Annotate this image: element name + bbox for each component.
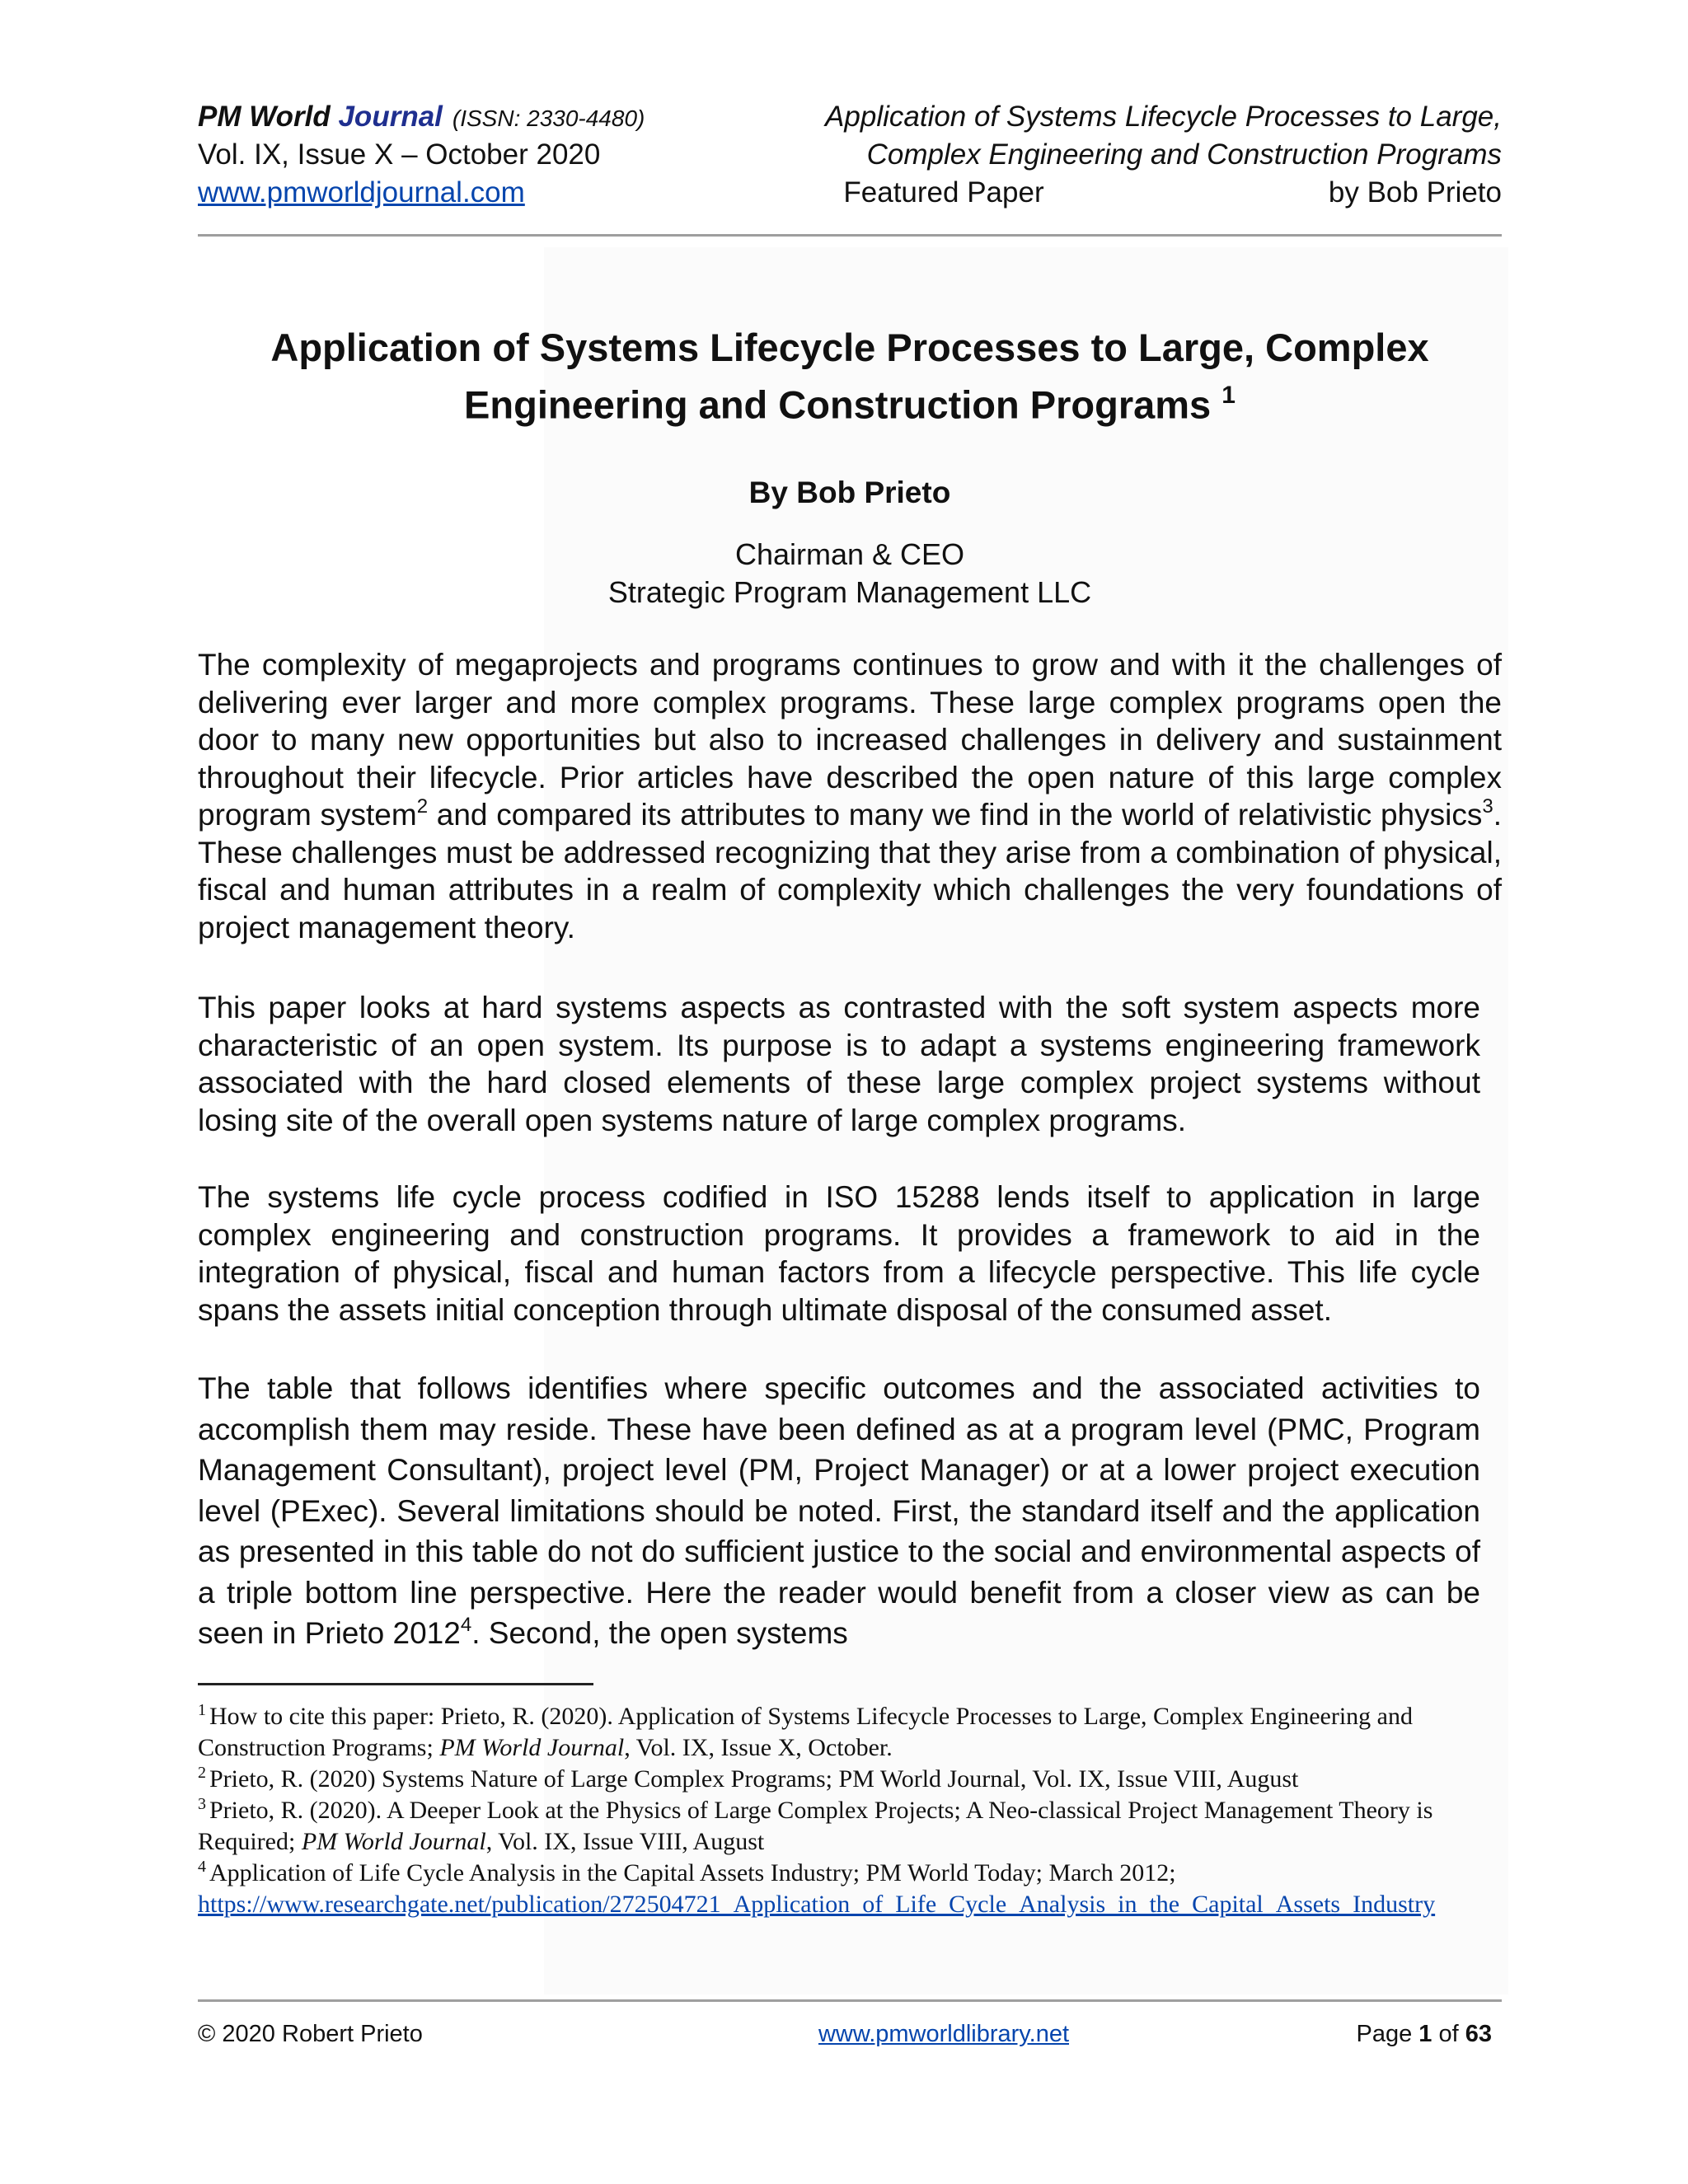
paragraph-3: The systems life cycle process codified in ISO 15288 lends itself to application in large complex engineering and construction programs. It provides a framework to aid in the integration of physical, fiscal and human factors from a lifecycle perspective. This life cycle spans the assets initial conception through ultimate disposal of the consumed asset. — [198, 1180, 1480, 1327]
title-line-1: Application of Systems Lifecycle Processes to Large, Complex — [270, 326, 1429, 369]
author-role: Chairman & CEO — [734, 537, 965, 571]
volume-issue: Vol. IX, Issue X – October 2020 — [198, 138, 601, 171]
author-byline: By Bob Prieto — [748, 476, 951, 509]
footnote-ref-2[interactable]: 2 — [416, 794, 429, 818]
article-title — [198, 323, 1502, 430]
title-footnote-ref[interactable]: 1 — [1221, 382, 1236, 409]
footnote-ref-3[interactable]: 3 — [1482, 794, 1493, 818]
running-title-2: Complex Engineering and Construction Programs — [866, 138, 1502, 171]
header-byline: by Bob Prieto — [1328, 176, 1502, 209]
footnote-4-url-link[interactable]: https://www.researchgate.net/publication/272504721_Application_of_Life_Cycle_Analysis_in_the_Capital_Assets_Industry — [198, 1891, 1436, 1918]
footnote-2: $^2$ Prieto, R. (2020) Systems Nature of Large Complex Programs; PM World Journal, Vol. IX, Issue VIII, August — [198, 1764, 1299, 1793]
journal-name: PM World Journal (ISSN: 2330-4480) — [198, 101, 645, 133]
paragraph-4: The table that follows identifies where specific outcomes and the associated activities to accomplish them may reside. These have been defined as at a program level (PMC, Program Management Consultant), project level (PM, Project Manager) or at a lower project execution level (PExec). Several limitations should be noted. First, the standard itself and the application as presented in this table do not do sufficient justice to the social and environmental aspects of a triple bottom line perspective. Here the reader would benefit from a closer view as can be seen in Prieto 2012$^4$. Second, the open systems — [198, 1371, 1480, 1650]
footnote-4: $^4$ Application of Life Cycle Analysis in the Capital Assets Industry; PM World Today; March 2012; https://www.researchgate.net/publication/272504721_Application_of_Life_Cycle_Analysis_in_the_Capital_Assets_Industry — [198, 1858, 1517, 1920]
issn: (ISSN: 2330-4480) — [452, 105, 645, 131]
header-row-2 — [198, 137, 1502, 173]
paragraph-2: This paper looks at hard systems aspects as contrasted with the soft system aspects more characteristic of an open system. Its purpose is to adapt a systems engineering framework associated with the hard closed elements of these large complex project systems without losing site of the overall open systems nature of large complex programs. — [198, 991, 1480, 1137]
journal-website-link[interactable]: www.pmworldjournal.com — [198, 176, 525, 209]
footnote-ref-4[interactable]: 4 — [460, 1613, 472, 1636]
header-rule — [198, 234, 1502, 237]
paragraph-1: The complexity of megaprojects and programs continues to grow and with it the challenges of delivering ever larger and more complex programs. These large complex programs open the door to many new opportunities but also to increased challenges in delivery and sustainment throughout their lifecycle. Prior articles have described the open nature of this large complex program system$^2$ and compared its attributes to many we find in the world of relativistic physics$^3$. These challenges must be addressed recognizing that they arise from a combination of physical, fiscal and human attributes in a realm of complexity which challenges the very foundations of project management theory. — [198, 648, 1502, 944]
paper-type: Featured Paper — [843, 176, 1044, 209]
author-org: Strategic Program Management LLC — [607, 575, 1092, 609]
library-website-link[interactable]: www.pmworldlibrary.net — [818, 2021, 1070, 2047]
footnote-rule — [198, 1683, 593, 1685]
running-title-1: Application of Systems Lifecycle Processes to Large, — [825, 101, 1502, 133]
footer-rule — [198, 1999, 1502, 2002]
header-row-1 — [198, 99, 1502, 135]
footnote-1: $^1$ How to cite this paper: Prieto, R. (2020). Application of Systems Lifecycle Processes to Large, Complex Engineering and Construction Programs; PM World Journal, Vol. IX, Issue X, October. — [198, 1701, 1413, 1761]
header-row-3 — [198, 175, 1502, 211]
title-line-2: Engineering and Construction Programs $^1$ — [464, 382, 1236, 427]
page-footer — [198, 2016, 1502, 2052]
copyright: © 2020 Robert Prieto — [198, 2021, 423, 2047]
page-number: Page 1 of 63 — [1356, 2021, 1492, 2047]
footnote-3: $^3$ Prieto, R. (2020). A Deeper Look at the Physics of Large Complex Projects; A Neo-classical Project Management Theory is Required; PM World Journal, Vol. IX, Issue VIII, August — [198, 1795, 1433, 1855]
